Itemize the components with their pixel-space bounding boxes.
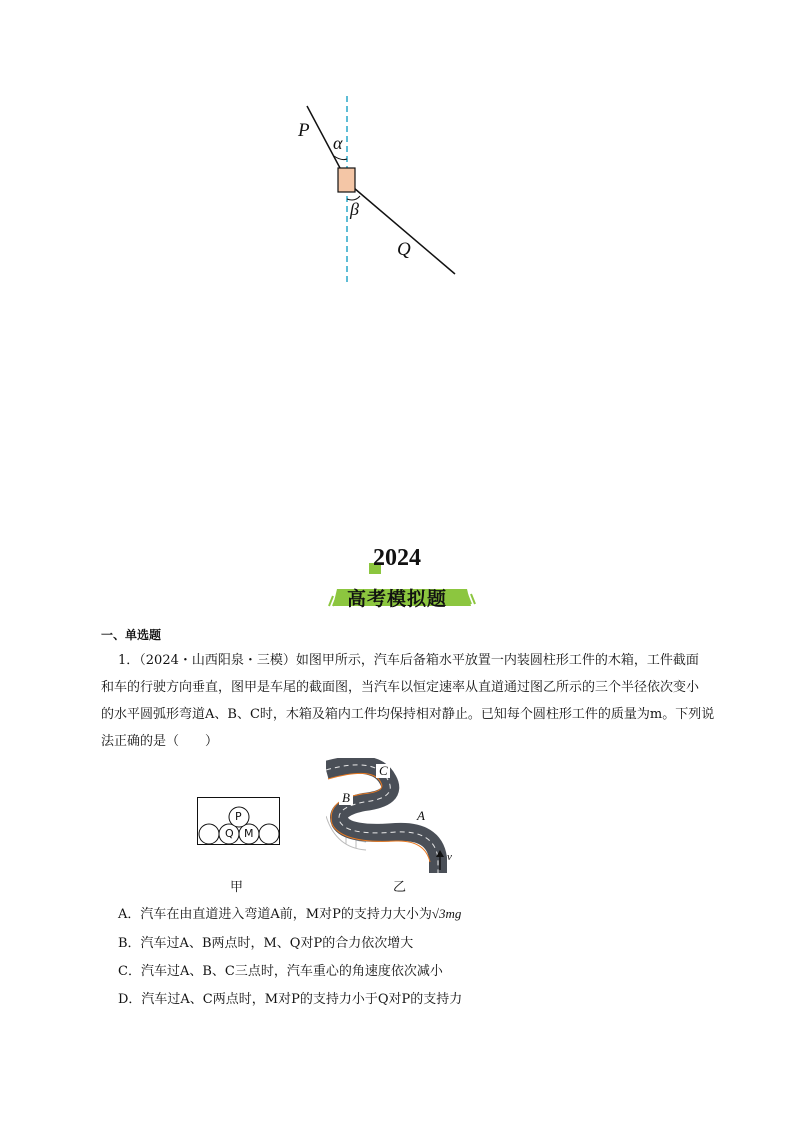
- cylinder-right: [259, 824, 279, 844]
- block: [338, 168, 355, 192]
- option-a-text: A．汽车在由直道进入弯道A前，M对P的支持力大小为: [118, 907, 432, 922]
- option-a[interactable]: [118, 903, 461, 922]
- option-d[interactable]: D．汽车过A、C两点时，M对P的支持力小于Q对P的支持力: [118, 992, 463, 1007]
- cylinder-q-label: Q: [225, 827, 234, 840]
- curve-b-label: B: [342, 790, 350, 805]
- caption-jia: 甲: [230, 880, 244, 895]
- question-line-3: 的水平圆弧形弯道A、B、C时，木箱及箱内工件均保持相对静止。已知每个圆柱形工件的质量为m。下列说: [101, 707, 715, 722]
- rope-block-figure: [280, 90, 480, 290]
- option-c[interactable]: C．汽车过A、B、C三点时，汽车重心的角速度依次减小: [118, 964, 443, 979]
- caption-yi: 乙: [393, 880, 407, 895]
- section-title: 一、单选题: [101, 628, 162, 642]
- rope-q: [354, 188, 455, 274]
- year-title: 2024: [373, 545, 421, 571]
- option-b[interactable]: B．汽车过A、B两点时，M、Q对P的合力依次增大: [118, 936, 414, 951]
- label-p: P: [298, 120, 310, 141]
- curve-a-label: A: [417, 808, 425, 823]
- figure-yi: [326, 758, 466, 873]
- curve-c-label: C: [379, 763, 388, 778]
- question-line-4: 法正确的是（ ）: [101, 734, 219, 749]
- banner-title: 高考模拟题: [346, 588, 447, 610]
- velocity-label: v: [447, 851, 452, 863]
- label-alpha: α: [333, 133, 343, 153]
- cylinder-p-label: P: [235, 810, 242, 823]
- option-a-math: √3mg: [431, 906, 462, 921]
- label-q: Q: [397, 239, 411, 260]
- cylinder-left: [199, 824, 219, 844]
- label-beta: β: [350, 199, 359, 219]
- cylinder-m-label: M: [244, 827, 254, 840]
- question-line-2: 和车的行驶方向垂直，图甲是车尾的截面图，当汽车以恒定速率从直道通过图乙所示的三个半径依次变小: [101, 680, 700, 695]
- question-line-1: 1．（2024・山西阳泉・三模）如图甲所示，汽车后备箱水平放置一内装圆柱形工件的木箱，工件截面: [118, 653, 699, 668]
